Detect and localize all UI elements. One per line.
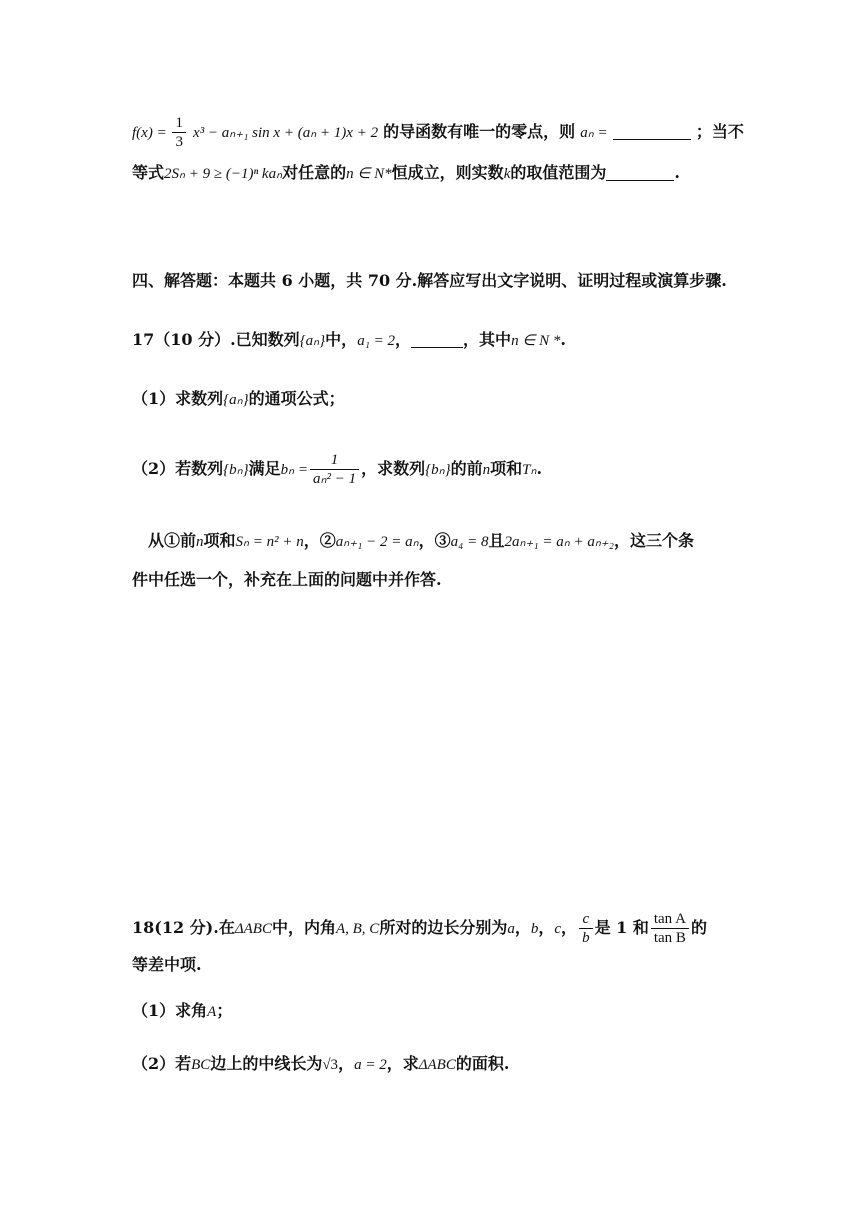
- q18-fraction-cb: $\frac{c}{b}$: [579, 910, 593, 947]
- q16-inequality: 2Sₙ + 9 ≥ (−1)ⁿ kaₙ: [164, 166, 283, 182]
- answer-blank: [606, 164, 674, 181]
- q16-fraction: $\frac{1}{3}$: [172, 114, 186, 151]
- q16-line1: f(x) = $\frac{1}{3}$ x³ − aₙ₊₁ sin x + (aₙ + 1)x + 2 的导函数有唯一的零点，则 aₙ = ；当不: [132, 115, 744, 150]
- q17-part1: （1）求数列{aₙ}的通项公式；: [132, 389, 345, 408]
- q18-part1: （1）求角A；: [132, 1001, 233, 1020]
- q16-func: f(x) =: [132, 125, 171, 141]
- q18-stem: 18(12 分).在ΔABC中，内角A, B, C所对的边长分别为a，b，c， $\frac{c}{b}$ 是 1 和 $\frac{\text{tan A}}{\text{tan B}}$ 的: [132, 911, 707, 946]
- q17-part2: （2）若数列{bₙ}满足bₙ = $\frac{1}{\text{aₙ² − 1}}$ ，求数列{bₙ}的前n项和Tₙ.: [132, 452, 543, 487]
- q18-part2: （2）若BC边上的中线长为√3，a = 2，求ΔABC的面积.: [132, 1054, 510, 1073]
- q16-func-rest: x³ − aₙ₊₁ sin x + (aₙ + 1)x + 2: [193, 125, 379, 141]
- q17-fraction: $\frac{1}{\text{aₙ² − 1}}$: [310, 451, 359, 488]
- q17-stem: 17（10 分）.已知数列{aₙ}中，a₁ = 2， ，其中n ∈ N *.: [132, 330, 566, 349]
- q17-conditions: 从①前n项和Sₙ = n² + n，②aₙ₊₁ − 2 = aₙ，③a₄ = 8且2aₙ₊₁ = aₙ + aₙ₊₂，这三个条: [148, 531, 694, 550]
- q18-stem-line2: 等差中项.: [132, 955, 202, 974]
- q16-line2: 等式2Sₙ + 9 ≥ (−1)ⁿ kaₙ对任意的n ∈ N*恒成立，则实数k的取值范围为 .: [132, 163, 680, 182]
- q17-conditions-line2: 件中任选一个，补充在上面的问题中并作答.: [132, 570, 442, 589]
- section-heading: 四、解答题：本题共 6 小题，共 70 分.解答应写出文字说明、证明过程或演算步骤.: [132, 271, 727, 290]
- answer-blank: [411, 331, 463, 348]
- answer-blank: [613, 123, 691, 140]
- q18-fraction-tan: $\frac{\text{tan A}}{\text{tan B}}$: [651, 910, 689, 947]
